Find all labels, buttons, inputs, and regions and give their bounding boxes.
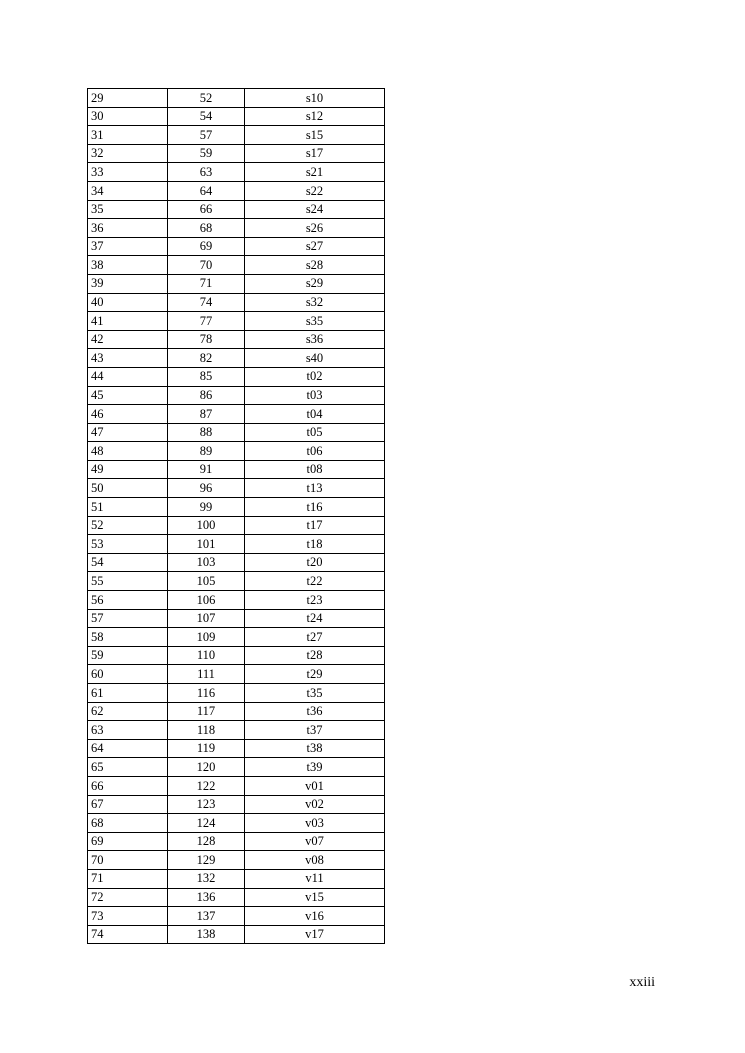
table-row <box>88 684 385 703</box>
row-index-cell: 41 <box>88 312 168 331</box>
table-row <box>88 312 385 331</box>
table-row <box>88 832 385 851</box>
table-row <box>88 739 385 758</box>
code-cell: t17 <box>245 516 385 535</box>
table-row <box>88 702 385 721</box>
number-cell: 117 <box>168 702 245 721</box>
table-row <box>88 535 385 554</box>
number-cell: 71 <box>168 274 245 293</box>
table-row <box>88 814 385 833</box>
row-index-cell: 33 <box>88 163 168 182</box>
code-cell: v03 <box>245 814 385 833</box>
code-cell: t13 <box>245 479 385 498</box>
row-index-cell: 72 <box>88 888 168 907</box>
table-row <box>88 274 385 293</box>
code-cell: t03 <box>245 386 385 405</box>
row-index-cell: 74 <box>88 925 168 944</box>
number-cell: 129 <box>168 851 245 870</box>
number-cell: 69 <box>168 237 245 256</box>
table-row <box>88 591 385 610</box>
number-cell: 105 <box>168 572 245 591</box>
table-row <box>88 460 385 479</box>
number-cell: 118 <box>168 721 245 740</box>
code-cell: t04 <box>245 405 385 424</box>
row-index-cell: 40 <box>88 293 168 312</box>
code-cell: t16 <box>245 498 385 517</box>
row-index-cell: 30 <box>88 107 168 126</box>
table-row <box>88 349 385 368</box>
code-cell: v11 <box>245 869 385 888</box>
row-index-cell: 44 <box>88 367 168 386</box>
table-row <box>88 498 385 517</box>
table-row <box>88 256 385 275</box>
row-index-cell: 42 <box>88 330 168 349</box>
table-row <box>88 721 385 740</box>
number-cell: 100 <box>168 516 245 535</box>
row-index-cell: 39 <box>88 274 168 293</box>
code-cell: t37 <box>245 721 385 740</box>
code-cell: s21 <box>245 163 385 182</box>
code-cell: s10 <box>245 89 385 108</box>
row-index-cell: 36 <box>88 219 168 238</box>
row-index-cell: 58 <box>88 628 168 647</box>
number-cell: 59 <box>168 144 245 163</box>
number-cell: 123 <box>168 795 245 814</box>
row-index-cell: 62 <box>88 702 168 721</box>
table-row <box>88 219 385 238</box>
row-index-cell: 54 <box>88 553 168 572</box>
row-index-cell: 50 <box>88 479 168 498</box>
row-index-cell: 45 <box>88 386 168 405</box>
row-index-cell: 71 <box>88 869 168 888</box>
row-index-cell: 59 <box>88 646 168 665</box>
row-index-cell: 69 <box>88 832 168 851</box>
table-row <box>88 851 385 870</box>
row-index-cell: 53 <box>88 535 168 554</box>
number-cell: 89 <box>168 442 245 461</box>
table-row <box>88 237 385 256</box>
table-row <box>88 200 385 219</box>
code-cell: t02 <box>245 367 385 386</box>
row-index-cell: 29 <box>88 89 168 108</box>
row-index-cell: 60 <box>88 665 168 684</box>
number-cell: 138 <box>168 925 245 944</box>
code-cell: t22 <box>245 572 385 591</box>
code-cell: t23 <box>245 591 385 610</box>
row-index-cell: 61 <box>88 684 168 703</box>
table-row <box>88 609 385 628</box>
number-cell: 120 <box>168 758 245 777</box>
number-cell: 106 <box>168 591 245 610</box>
code-cell: v17 <box>245 925 385 944</box>
row-index-cell: 46 <box>88 405 168 424</box>
code-cell: s35 <box>245 312 385 331</box>
number-cell: 77 <box>168 312 245 331</box>
number-cell: 85 <box>168 367 245 386</box>
table-row <box>88 126 385 145</box>
code-cell: t36 <box>245 702 385 721</box>
row-index-cell: 52 <box>88 516 168 535</box>
number-cell: 78 <box>168 330 245 349</box>
table-row <box>88 665 385 684</box>
row-index-cell: 70 <box>88 851 168 870</box>
row-index-cell: 31 <box>88 126 168 145</box>
row-index-cell: 56 <box>88 591 168 610</box>
number-cell: 86 <box>168 386 245 405</box>
code-cell: t28 <box>245 646 385 665</box>
row-index-cell: 51 <box>88 498 168 517</box>
row-index-cell: 63 <box>88 721 168 740</box>
table-row <box>88 888 385 907</box>
code-cell: s15 <box>245 126 385 145</box>
table-row <box>88 907 385 926</box>
number-cell: 74 <box>168 293 245 312</box>
table-row <box>88 405 385 424</box>
row-index-cell: 57 <box>88 609 168 628</box>
code-cell: t18 <box>245 535 385 554</box>
code-cell: v02 <box>245 795 385 814</box>
number-cell: 99 <box>168 498 245 517</box>
code-cell: t05 <box>245 423 385 442</box>
number-cell: 57 <box>168 126 245 145</box>
code-cell: v16 <box>245 907 385 926</box>
data-table <box>87 88 385 944</box>
row-index-cell: 55 <box>88 572 168 591</box>
code-cell: s12 <box>245 107 385 126</box>
number-cell: 88 <box>168 423 245 442</box>
table-row <box>88 628 385 647</box>
number-cell: 128 <box>168 832 245 851</box>
code-cell: s17 <box>245 144 385 163</box>
table-row <box>88 553 385 572</box>
code-cell: s36 <box>245 330 385 349</box>
number-cell: 87 <box>168 405 245 424</box>
code-cell: t29 <box>245 665 385 684</box>
table-row <box>88 386 385 405</box>
number-cell: 70 <box>168 256 245 275</box>
table-row <box>88 572 385 591</box>
code-cell: s28 <box>245 256 385 275</box>
number-cell: 109 <box>168 628 245 647</box>
code-cell: s32 <box>245 293 385 312</box>
number-cell: 66 <box>168 200 245 219</box>
table-row <box>88 442 385 461</box>
number-cell: 101 <box>168 535 245 554</box>
number-cell: 68 <box>168 219 245 238</box>
code-cell: v01 <box>245 776 385 795</box>
row-index-cell: 34 <box>88 181 168 200</box>
table-row <box>88 89 385 108</box>
number-cell: 96 <box>168 479 245 498</box>
table-row <box>88 144 385 163</box>
number-cell: 122 <box>168 776 245 795</box>
code-cell: v15 <box>245 888 385 907</box>
number-cell: 54 <box>168 107 245 126</box>
code-cell: t38 <box>245 739 385 758</box>
row-index-cell: 43 <box>88 349 168 368</box>
number-cell: 82 <box>168 349 245 368</box>
table-row <box>88 293 385 312</box>
number-cell: 91 <box>168 460 245 479</box>
table-row <box>88 367 385 386</box>
row-index-cell: 35 <box>88 200 168 219</box>
number-cell: 63 <box>168 163 245 182</box>
table-row <box>88 330 385 349</box>
number-cell: 119 <box>168 739 245 758</box>
number-cell: 111 <box>168 665 245 684</box>
code-cell: s22 <box>245 181 385 200</box>
table-body <box>88 89 385 944</box>
table-row <box>88 423 385 442</box>
table-row <box>88 925 385 944</box>
number-cell: 110 <box>168 646 245 665</box>
code-cell: s24 <box>245 200 385 219</box>
code-cell: t24 <box>245 609 385 628</box>
row-index-cell: 65 <box>88 758 168 777</box>
code-cell: t35 <box>245 684 385 703</box>
code-cell: s27 <box>245 237 385 256</box>
row-index-cell: 64 <box>88 739 168 758</box>
row-index-cell: 48 <box>88 442 168 461</box>
code-cell: v07 <box>245 832 385 851</box>
code-cell: t39 <box>245 758 385 777</box>
code-cell: s29 <box>245 274 385 293</box>
row-index-cell: 68 <box>88 814 168 833</box>
row-index-cell: 67 <box>88 795 168 814</box>
table-row <box>88 869 385 888</box>
number-cell: 107 <box>168 609 245 628</box>
row-index-cell: 66 <box>88 776 168 795</box>
page-number: xxiii <box>629 975 655 990</box>
code-cell: t27 <box>245 628 385 647</box>
table-row <box>88 516 385 535</box>
number-cell: 136 <box>168 888 245 907</box>
row-index-cell: 38 <box>88 256 168 275</box>
row-index-cell: 47 <box>88 423 168 442</box>
number-cell: 64 <box>168 181 245 200</box>
code-cell: t06 <box>245 442 385 461</box>
table-row <box>88 181 385 200</box>
table-row <box>88 776 385 795</box>
number-cell: 132 <box>168 869 245 888</box>
table-row <box>88 107 385 126</box>
table-row <box>88 479 385 498</box>
table-row <box>88 646 385 665</box>
number-cell: 52 <box>168 89 245 108</box>
code-cell: v08 <box>245 851 385 870</box>
code-cell: s40 <box>245 349 385 368</box>
number-cell: 137 <box>168 907 245 926</box>
code-cell: s26 <box>245 219 385 238</box>
number-cell: 116 <box>168 684 245 703</box>
table-row <box>88 163 385 182</box>
code-cell: t20 <box>245 553 385 572</box>
row-index-cell: 49 <box>88 460 168 479</box>
row-index-cell: 73 <box>88 907 168 926</box>
code-cell: t08 <box>245 460 385 479</box>
row-index-cell: 32 <box>88 144 168 163</box>
table-row <box>88 795 385 814</box>
number-cell: 103 <box>168 553 245 572</box>
row-index-cell: 37 <box>88 237 168 256</box>
table-row <box>88 758 385 777</box>
number-cell: 124 <box>168 814 245 833</box>
